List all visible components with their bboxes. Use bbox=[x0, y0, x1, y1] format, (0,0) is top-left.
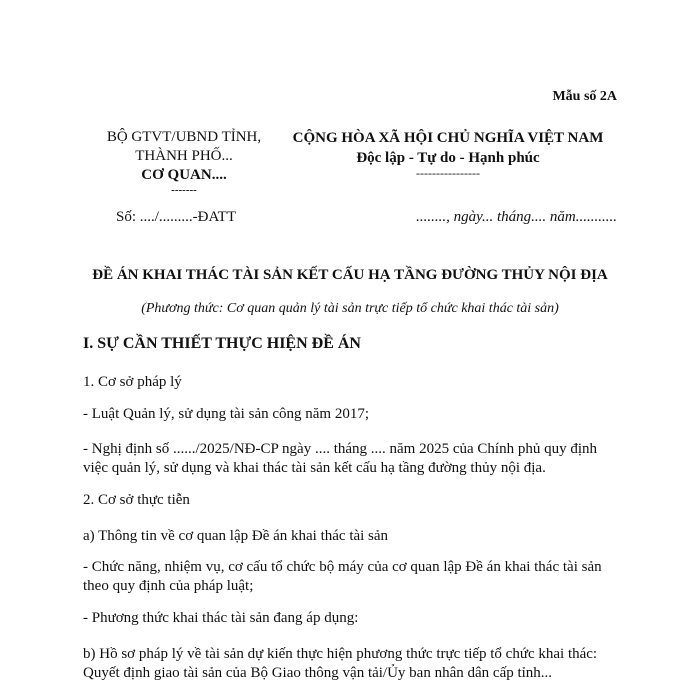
document-title: ĐỀ ÁN KHAI THÁC TÀI SẢN KẾT CẤU HẠ TẦNG ĐƯỜNG THỦY NỘI ĐỊA bbox=[92, 267, 608, 283]
national-motto-header bbox=[278, 128, 618, 179]
issuing-agency-header bbox=[84, 128, 284, 195]
motto-separator: ---------------- bbox=[416, 166, 480, 180]
paragraph-line: b) Hồ sơ pháp lý về tài sản dự kiến thực hiện phương thức trực tiếp tổ chức khai thác: bbox=[83, 646, 598, 662]
form-number-label: Mẫu số 2A bbox=[552, 89, 617, 104]
agency-line-1: BỘ GTVT/UBND TỈNH, bbox=[106, 129, 262, 145]
item-b bbox=[83, 645, 597, 683]
document-subtitle: (Phương thức: Cơ quan quản lý tài sản trực tiếp tổ chức khai thác tài sản) bbox=[141, 301, 559, 316]
paragraph-law: - Luật Quản lý, sử dụng tài sản công năm 2017; bbox=[83, 406, 369, 422]
country-name: CỘNG HÒA XÃ HỘI CHỦ NGHĨA VIỆT NAM bbox=[292, 130, 604, 146]
paragraph-line: theo quy định của pháp luật; bbox=[83, 578, 254, 594]
section-heading: I. SỰ CẦN THIẾT THỰC HIỆN ĐỀ ÁN bbox=[83, 335, 361, 352]
paragraph-method: - Phương thức khai thác tài sản đang áp dụng: bbox=[83, 610, 359, 626]
agency-line-2: THÀNH PHỐ... bbox=[135, 148, 233, 164]
place-date-line: ........, ngày... tháng.... năm........... bbox=[416, 209, 617, 225]
paragraph-functions bbox=[83, 558, 602, 596]
item-a: a) Thông tin về cơ quan lập Đề án khai thác tài sản bbox=[83, 528, 389, 544]
paragraph-line: Quyết định giao tài sản của Bộ Giao thông vận tải/Ủy ban nhân dân cấp tỉnh... bbox=[83, 665, 553, 681]
paragraph-line: - Chức năng, nhiệm vụ, cơ cấu tổ chức bộ máy của cơ quan lập Đề án khai thác tài sản bbox=[83, 559, 602, 575]
agency-separator: ------- bbox=[171, 184, 197, 196]
paragraph-line: việc quản lý, sử dụng và khai thác tài sản kết cấu hạ tầng đường thủy nội địa. bbox=[83, 460, 546, 476]
subsection-legal-basis: 1. Cơ sở pháp lý bbox=[83, 374, 182, 390]
national-motto: Độc lập - Tự do - Hạnh phúc bbox=[356, 150, 540, 166]
paragraph-line: - Nghị định số ....../2025/NĐ-CP ngày .... tháng .... năm 2025 của Chính phủ quy định bbox=[83, 441, 597, 457]
paragraph-decree bbox=[83, 440, 597, 478]
agency-line-3: CƠ QUAN.... bbox=[141, 167, 227, 183]
document-number: Số: ..../.........-ĐATT bbox=[116, 209, 236, 225]
subsection-practical-basis: 2. Cơ sở thực tiễn bbox=[83, 492, 190, 508]
